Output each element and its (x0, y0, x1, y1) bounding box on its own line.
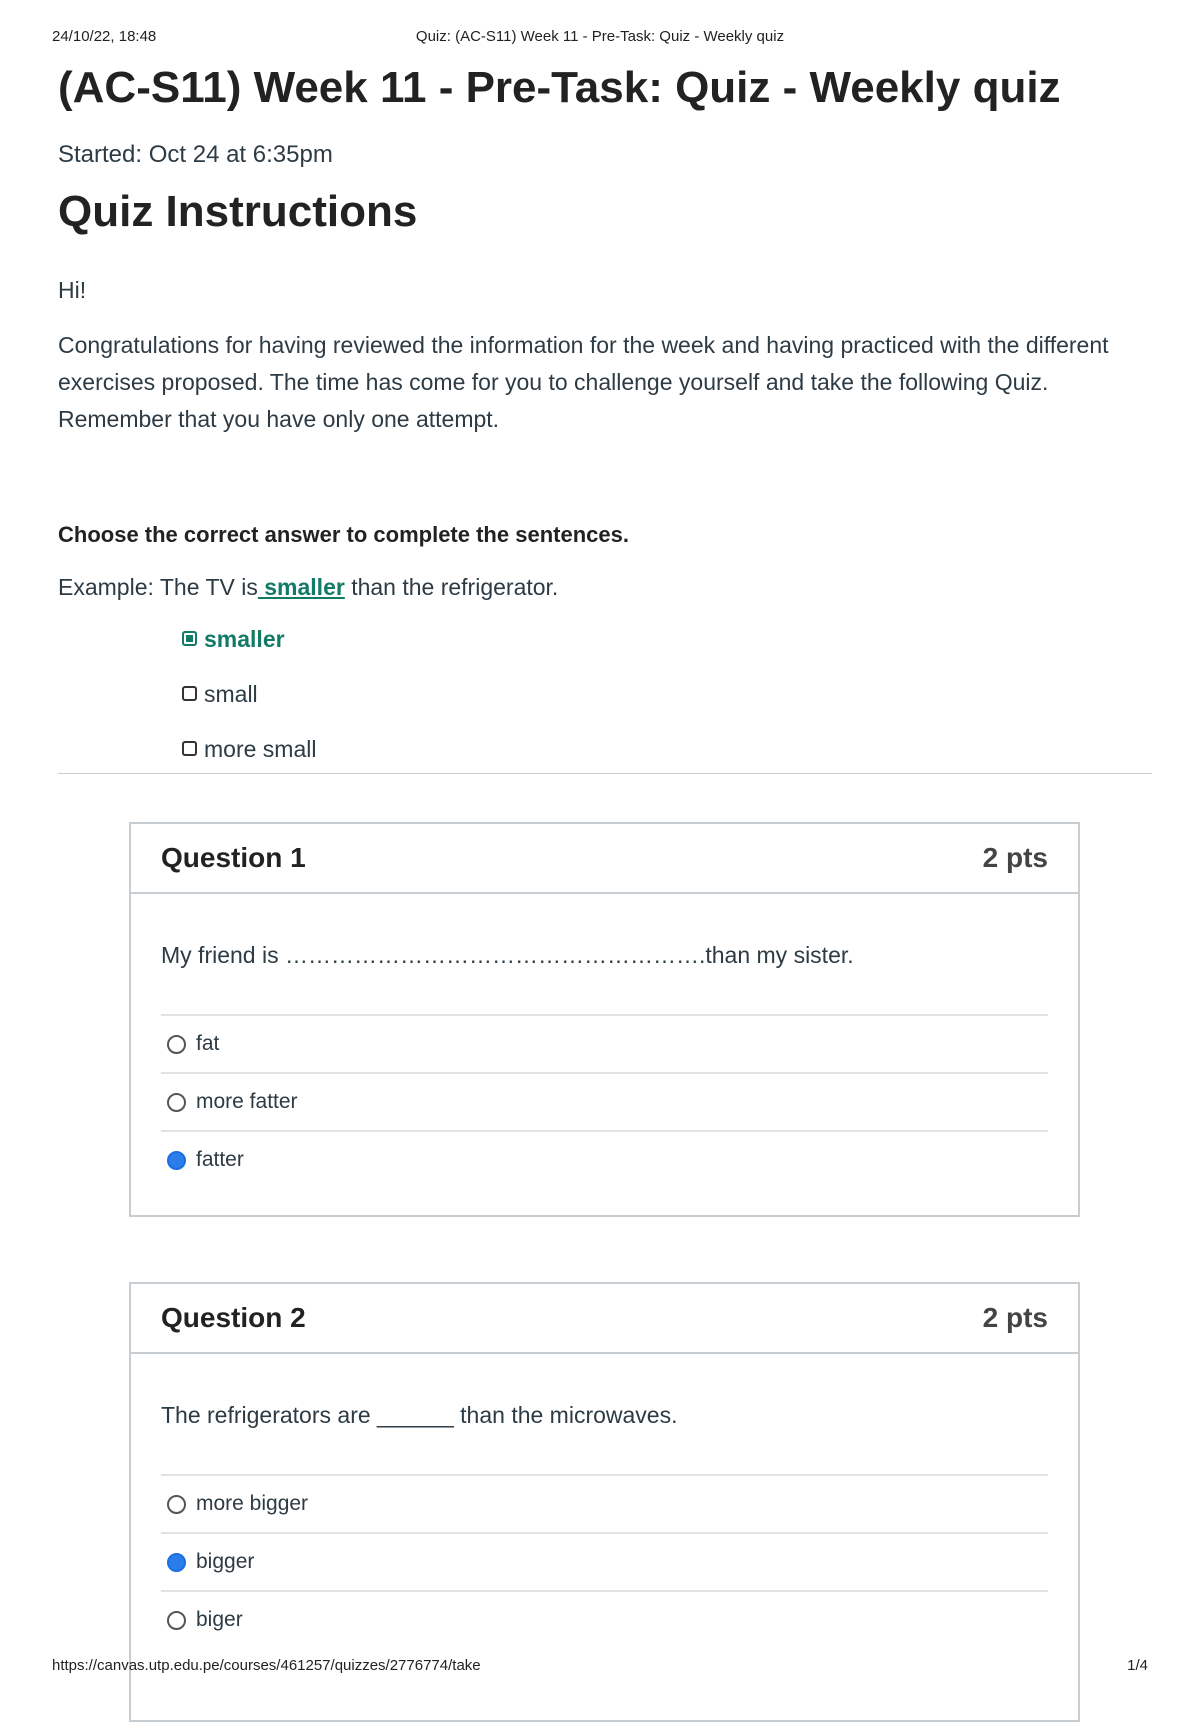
question-body (131, 940, 1078, 1188)
pdf-footer (52, 1657, 1148, 1677)
answer-option-selected[interactable] (161, 1130, 1048, 1188)
instructions-choose: Choose the correct answer to complete the sentences. (58, 522, 629, 547)
answer-label: bigger (196, 1550, 255, 1573)
example-option (182, 679, 1148, 734)
section-divider (58, 773, 1152, 774)
example-sentence (58, 569, 1148, 606)
question-header (131, 1284, 1078, 1354)
radio-button-checked[interactable] (167, 1553, 186, 1572)
print-datetime: 24/10/22, 18:48 (52, 28, 157, 45)
radio-button[interactable] (167, 1035, 186, 1054)
instructions-heading: Quiz Instructions (58, 187, 418, 236)
question-card-1 (129, 822, 1080, 1217)
answer-label: more bigger (196, 1492, 309, 1515)
greeting-text: Hi! (58, 277, 87, 303)
page-number: 1/4 (1127, 1657, 1148, 1674)
radio-button[interactable] (167, 1495, 186, 1514)
answer-option-selected[interactable] (161, 1532, 1048, 1590)
answer-list (161, 1474, 1048, 1648)
answer-option[interactable] (161, 1072, 1048, 1130)
quiz-content (58, 60, 1148, 789)
example-option-label: more small (204, 736, 317, 762)
radio-button[interactable] (167, 1611, 186, 1630)
checked-box-icon (182, 631, 197, 646)
question-points: 2 pts (982, 842, 1048, 873)
example-prefix: Example: The TV is (58, 574, 258, 600)
page-title: (AC-S11) Week 11 - Pre-Task: Quiz - Weekly quiz (58, 63, 1061, 112)
answer-label: more fatter (196, 1090, 298, 1113)
answer-option[interactable] (161, 1014, 1048, 1072)
instructions-body: Congratulations for having reviewed the information for the week and having practiced with the different exercises proposed. The time has come for you to challenge yourself and take the following Quiz. Remember that you have only one attempt. (58, 332, 1109, 432)
question-title: Question 1 (161, 842, 306, 873)
example-option-label: smaller (204, 626, 285, 652)
example-option (182, 734, 1148, 789)
empty-box-icon (182, 741, 197, 756)
answer-label: fatter (196, 1148, 244, 1171)
answer-label: biger (196, 1608, 243, 1631)
answer-option[interactable] (161, 1590, 1048, 1648)
question-title: Question 2 (161, 1302, 306, 1333)
question-text: My friend is ……………………………………………….than my sister. (161, 942, 854, 968)
started-timestamp: Started: Oct 24 at 6:35pm (58, 141, 333, 168)
print-url: https://canvas.utp.edu.pe/courses/461257/quizzes/2776774/take (52, 1657, 481, 1674)
question-body (131, 1400, 1078, 1648)
example-option-label: small (204, 681, 258, 707)
example-suffix: than the refrigerator. (344, 574, 559, 600)
radio-button[interactable] (167, 1093, 186, 1112)
question-header (131, 824, 1078, 894)
example-answer: smaller (257, 574, 345, 600)
example-options (182, 624, 1148, 789)
question-card-2 (129, 1282, 1080, 1722)
empty-box-icon (182, 686, 197, 701)
radio-button-checked[interactable] (167, 1151, 186, 1170)
example-option-selected (182, 624, 1148, 679)
print-doc-title: Quiz: (AC-S11) Week 11 - Pre-Task: Quiz - Weekly quiz (415, 28, 785, 45)
answer-list (161, 1014, 1048, 1188)
answer-label: fat (196, 1032, 220, 1055)
question-points: 2 pts (982, 1302, 1048, 1333)
pdf-header (52, 28, 1148, 48)
answer-option[interactable] (161, 1474, 1048, 1532)
question-text: The refrigerators are ______ than the microwaves. (161, 1402, 678, 1428)
